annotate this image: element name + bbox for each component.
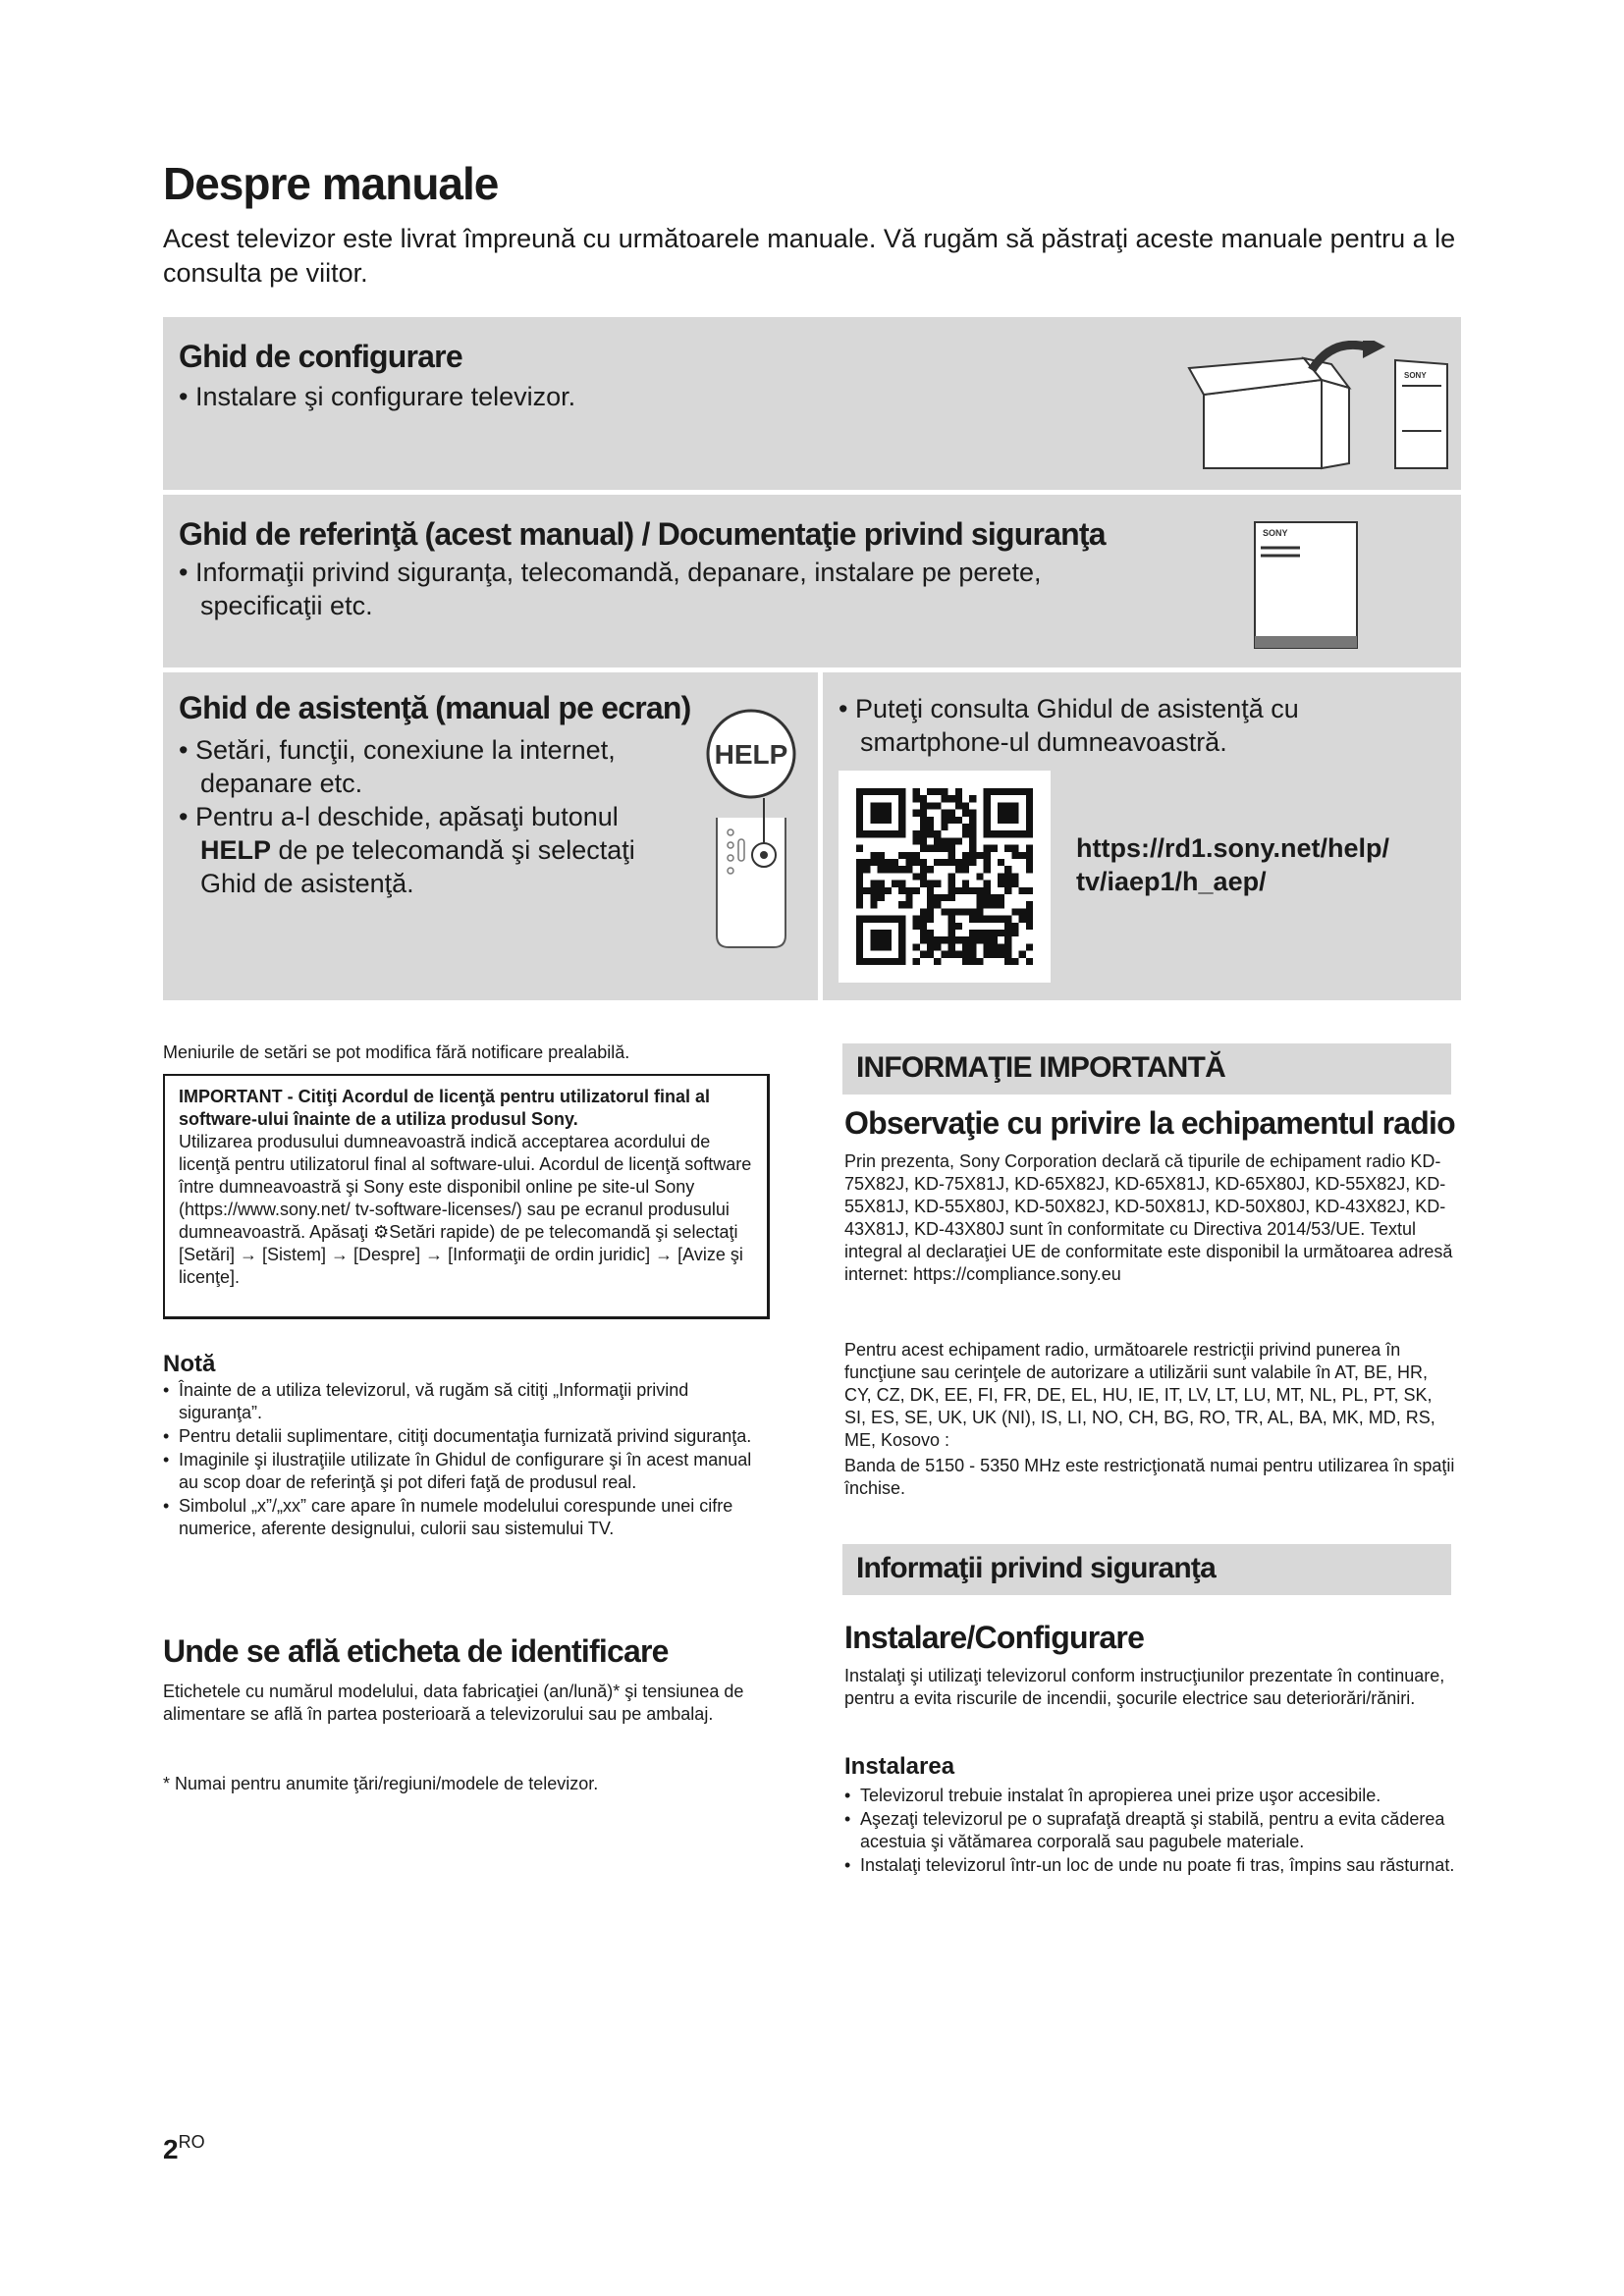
- page-number: $2^{RO}$: [163, 2132, 205, 2164]
- instalarea-title: Instalarea: [844, 1753, 955, 1780]
- setup-brand-label: SONY: [1404, 371, 1427, 380]
- reference-guide-title: Ghid de referinţă (acest manual) / Documentaţie privind siguranţa: [179, 516, 1106, 552]
- note-title: Notă: [163, 1351, 216, 1377]
- important-info-banner: INFORMAŢIE IMPORTANTĂ: [842, 1043, 1451, 1095]
- note-list: [163, 1379, 770, 1541]
- safety-info-banner: Informaţii privind siguranţa: [842, 1544, 1451, 1595]
- label-section-title: Unde se află eticheta de identificare: [163, 1633, 669, 1669]
- instalarea-list: [844, 1785, 1458, 1878]
- help-guide-title: Ghid de asistenţă (manual pe ecran): [179, 690, 691, 725]
- help-guide-bullet-2: • Pentru a-l deschide, apăsaţi butonul HELP de pe telecomandă şi selectaţi Ghid de asistenţă.: [179, 802, 635, 898]
- instalarea-item: • Instalaţi televizorul într-un loc de unde nu poate fi tras, împins sau răsturnat.: [844, 1854, 1458, 1877]
- smartphone-help-panel: [823, 672, 1461, 1000]
- note-item: • Simbolul „x”/„xx” care apare în numele modelului corespunde unei cifre numerice, aferente designului, culorii sau sistemului TV.: [163, 1495, 770, 1540]
- box-with-manual-icon: [1184, 341, 1449, 478]
- setup-guide-panel: [163, 317, 1461, 490]
- radio-title: Observaţie cu privire la echipamentul radio: [844, 1105, 1455, 1141]
- reference-brand-label: SONY: [1263, 528, 1288, 538]
- remote-help-button-icon: [697, 700, 805, 955]
- smartphone-bullet: • Puteţi consulta Ghidul de asistenţă cu smartphone-ul dumneavoastră.: [839, 694, 1299, 757]
- important-license-box: [163, 1074, 770, 1319]
- manual-booklet-icon: [1253, 520, 1361, 653]
- label-section-text: Etichetele cu numărul modelului, data fabricaţiei (an/lună)* şi tensiunea de alimentare se află în partea posterioară a televizorului sau pe ambalaj.: [163, 1682, 744, 1724]
- footnote: * Numai pentru anumite ţări/regiuni/modele de televizor.: [163, 1774, 599, 1793]
- instalarea-item: • Televizorul trebuie instalat în apropierea unei prize uşor accesibile.: [844, 1785, 1458, 1807]
- instalarea-item: • Aşezaţi televizorul pe o suprafaţă dreaptă şi stabilă, pentru a evita căderea acestuia şi vătămarea corporală sau pagubele materiale.: [844, 1808, 1458, 1853]
- page-title: Despre manuale: [163, 158, 499, 209]
- reference-guide-panel: [163, 495, 1461, 667]
- radio-text: Prin prezenta, Sony Corporation declară că tipurile de echipament radio KD-75X82J, KD-75X81J, KD-65X82J, KD-65X81J, KD-65X80J, KD-55X82J, KD-55X81J, KD-55X80J, KD-50X82J, KD-50X81J, KD-50X80J, KD-43X82J, KD-43X81J, KD-43X80J sunt în conformitate cu Directiva 2014/53/UE. Textul integral al declaraţiei UE de conformitate este disponibil la următoarea adresă internet: https://compliance.sony.eu: [844, 1151, 1453, 1284]
- important-body: Utilizarea produsului dumneavoastră indică acceptarea acordului de licenţă pentru utilizatorul final al software-ului. Acordul de licenţă software între dumneavoastră şi Sony este disponibil online pe site-ul Sony (https://www.sony.net/ tv-software-licenses/) sau pe ecranul produsului dumneavoastră. Apăsaţi ⚙Setări rapide) de pe telecomandă şi selectaţi [Setări] → [Sistem] → [Despre] → [Informaţii de ordin juridic] → [Avize şi licenţe].: [179, 1132, 752, 1287]
- help-button-label: HELP: [714, 739, 788, 770]
- restriction-text: Pentru acest echipament radio, următoarele restricţii privind punerea în funcţiune sau cerinţele de autorizare a utilizării sunt valabile în AT, BE, HR, CY, CZ, DK, EE, FI, FR, DE, EL, HU, IE, IT, LV, LT, LU, MT, NL, PL, PT, SK, SI, ES, SE, UK, UK (NI), IS, LI, NO, CH, BG, RO, TR, AL, BA, MK, MD, RS, ME, Kosovo :: [844, 1340, 1435, 1450]
- help-guide-panel: [163, 672, 818, 1000]
- install-text: Instalaţi şi utilizaţi televizorul conform instrucţiunilor prezentate în continuare, pentru a evita riscurile de incendii, şocurile electrice sau deteriorări/răniri.: [844, 1666, 1445, 1708]
- qr-code[interactable]: [856, 788, 1033, 965]
- help-guide-bullet-1: • Setări, funcţii, conexiune la internet, depanare etc.: [179, 735, 616, 798]
- reference-guide-bullet: • Informaţii privind siguranţa, telecomandă, depanare, instalare pe perete, specificaţii etc.: [179, 558, 1042, 620]
- note-item: • Imaginile şi ilustraţiile utilizate în Ghidul de configurare şi în acest manual au scop doar de referinţă şi pot diferi faţă de produsul real.: [163, 1449, 770, 1494]
- setup-guide-bullet: • Instalare şi configurare televizor.: [179, 382, 576, 411]
- important-heading: IMPORTANT - Citiţi Acordul de licenţă pentru utilizatorul final al software-ului înainte de a utiliza produsul Sony.: [179, 1087, 711, 1129]
- setup-guide-title: Ghid de configurare: [179, 339, 462, 374]
- menu-change-note: Meniurile de setări se pot modifica fără notificare prealabilă.: [163, 1042, 630, 1062]
- band-text: Banda de 5150 - 5350 MHz este restricţionată numai pentru utilizarea în spaţii închise.: [844, 1456, 1455, 1498]
- intro-text: Acest televizor este livrat împreună cu următoarele manuale. Vă rugăm să păstraţi aceste manuale pentru a le consulta pe viitor.: [163, 224, 1456, 288]
- qr-code-frame: [839, 771, 1051, 983]
- note-item: • Înainte de a utiliza televizorul, vă rugăm să citiţi „Informaţii privind siguranţa”.: [163, 1379, 770, 1424]
- help-url[interactable]: https://rd1.sony.net/help/ tv/iaep1/h_aep/: [1076, 833, 1390, 896]
- note-item: • Pentru detalii suplimentare, citiţi documentaţia furnizată privind siguranţa.: [163, 1425, 770, 1448]
- install-title: Instalare/Configurare: [844, 1620, 1145, 1655]
